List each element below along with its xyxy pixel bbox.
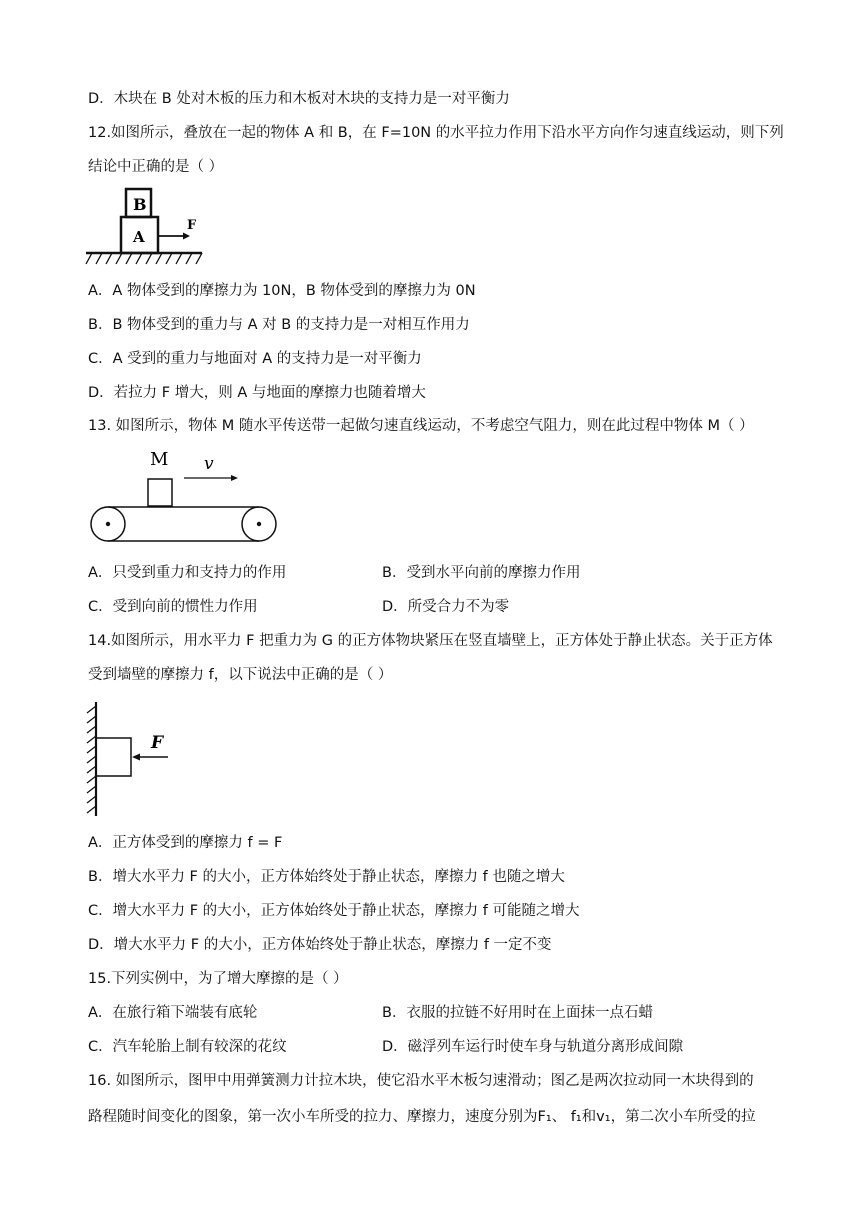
object-m bbox=[148, 479, 172, 506]
q15-option-a: A．在旅行箱下端装有底轮 bbox=[88, 1005, 258, 1021]
q12-stem-line2: 结论中正确的是（ ） bbox=[88, 159, 224, 175]
label-a: A bbox=[133, 228, 145, 246]
q14-option-a: A．正方体受到的摩擦力 f = F bbox=[88, 835, 283, 851]
q12-option-a: A．A 物体受到的摩擦力为 10N，B 物体受到的摩擦力为 0N bbox=[88, 283, 476, 299]
q13-option-a: A．只受到重力和支持力的作用 bbox=[88, 565, 287, 581]
q14-stem-line1: 14.如图所示，用水平力 F 把重力为 G 的正方体物块紧压在竖直墙壁上，正方体处于静止状态。关于正方体 bbox=[88, 633, 773, 649]
q13-figure bbox=[86, 448, 286, 548]
q14-option-b: B．增大水平力 F 的大小，正方体始终处于静止状态，摩擦力 f 也随之增大 bbox=[88, 869, 565, 885]
q12-option-d: D．若拉力 F 增大，则 A 与地面的摩擦力也随着增大 bbox=[88, 385, 426, 401]
q14-figure bbox=[84, 700, 184, 818]
q15-stem: 15.下列实例中，为了增大摩擦的是（ ） bbox=[88, 971, 348, 987]
q15-option-d: D．磁浮列车运行时使车身与轨道分离形成间隙 bbox=[382, 1039, 684, 1055]
q12-option-b: B．B 物体受到的重力与 A 对 B 的支持力是一对相互作用力 bbox=[88, 317, 470, 333]
q12-option-c: C．A 受到的重力与地面对 A 的支持力是一对平衡力 bbox=[88, 351, 422, 367]
wall-hatch bbox=[87, 706, 96, 813]
label-f: F bbox=[151, 733, 164, 753]
q14-option-d: D．增大水平力 F 的大小，正方体始终处于静止状态，摩擦力 f 一定不变 bbox=[88, 937, 552, 953]
q16-stem-line1: 16. 如图所示，图甲中用弹簧测力计拉木块，使它沿水平木板匀速滑动；图乙是两次拉动同一木块得到的 bbox=[88, 1073, 754, 1089]
q15-option-b: B．衣服的拉链不好用时在上面抹一点石蜡 bbox=[382, 1005, 653, 1021]
q16-stem-line2: 路程随时间变化的图象，第一次小车所受的拉力、摩擦力，速度分别为F₁、 f₁和v₁，第二次小车所受的拉 bbox=[88, 1109, 756, 1125]
ground-hatch bbox=[86, 253, 202, 264]
label-v: v bbox=[204, 454, 214, 474]
q13-option-c: C．受到向前的惯性力作用 bbox=[88, 599, 258, 615]
label-f: F bbox=[187, 218, 197, 233]
label-b: B bbox=[133, 195, 147, 214]
label-m: M bbox=[150, 449, 169, 470]
q14-stem-line2: 受到墙壁的摩擦力 f，以下说法中正确的是（ ） bbox=[88, 667, 393, 683]
q13-option-b: B．受到水平向前的摩擦力作用 bbox=[382, 565, 581, 581]
q12-figure bbox=[86, 186, 206, 268]
q14-option-c: C．增大水平力 F 的大小，正方体始终处于静止状态，摩擦力 f 可能随之增大 bbox=[88, 903, 580, 919]
q13-stem: 13. 如图所示，物体 M 随水平传送带一起做匀速直线运动，不考虑空气阻力，则在此过程中物体 M（ ） bbox=[88, 418, 754, 434]
q15-option-c: C．汽车轮胎上制有较深的花纹 bbox=[88, 1039, 287, 1055]
q12-stem-line1: 12.如图所示，叠放在一起的物体 A 和 B，在 F=10N 的水平拉力作用下沿水平方向作匀速直线运动，则下列 bbox=[88, 125, 784, 141]
q11-option-d: D．木块在 B 处对木板的压力和木板对木块的支持力是一对平衡力 bbox=[88, 91, 510, 107]
q13-option-d: D．所受合力不为零 bbox=[382, 599, 510, 615]
cube-block bbox=[96, 738, 131, 776]
